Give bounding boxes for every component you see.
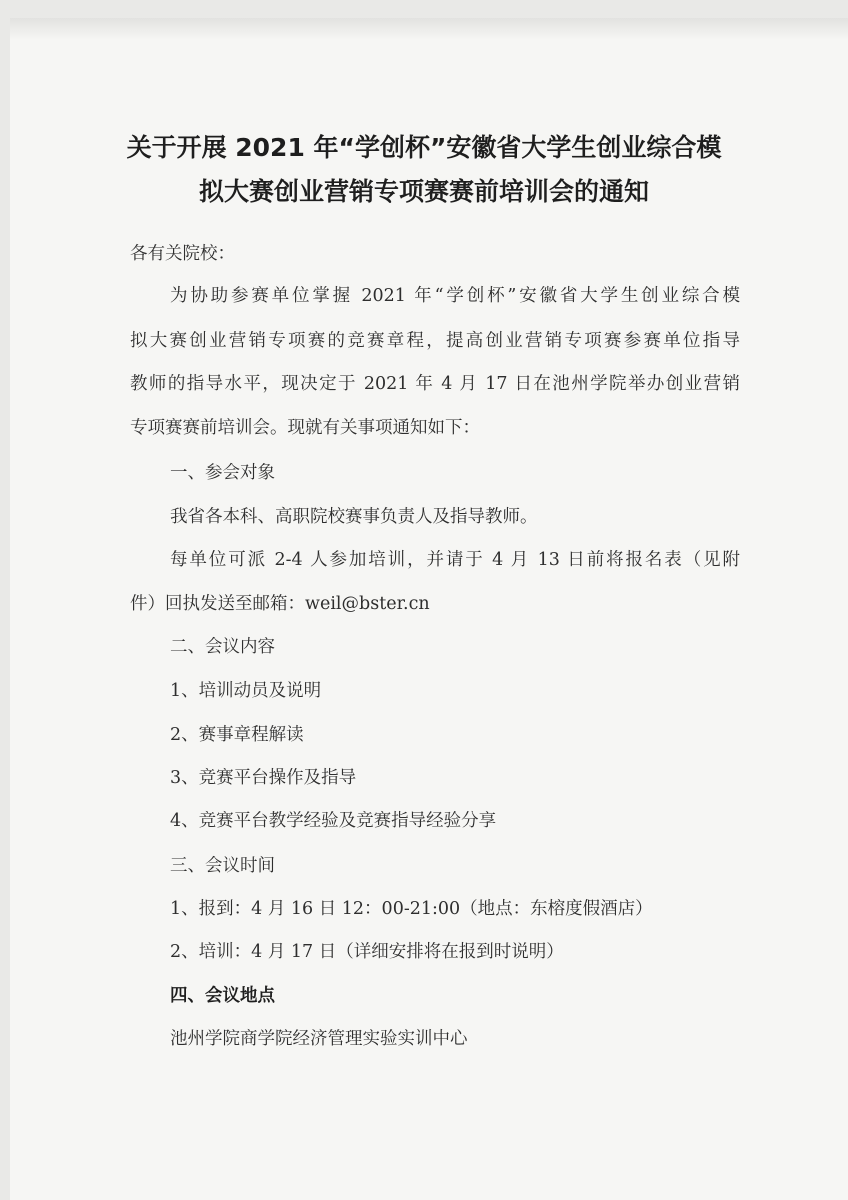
list-item: 1、培训动员及说明: [170, 681, 322, 701]
section-3-heading: 三、会议时间: [170, 856, 275, 876]
page-top-shadow: [10, 18, 848, 40]
section-1-heading: 一、参会对象: [170, 463, 275, 483]
section-1-para-1: 我省各本科、高职院校赛事负责人及指导教师。: [170, 507, 538, 527]
section-4-heading: 四、会议地点: [170, 986, 275, 1006]
list-item: 2、赛事章程解读: [170, 725, 304, 745]
section-4-text: 池州学院商学院经济管理实验实训中心: [170, 1029, 468, 1049]
section-2-heading: 二、会议内容: [170, 637, 275, 657]
salutation: 各有关院校：: [130, 244, 235, 264]
section-1-para-2-line-2: 件）回执发送至邮箱：weil@bster.cn: [130, 594, 430, 614]
list-item: 4、竞赛平台教学经验及竞赛指导经验分享: [170, 811, 497, 831]
intro-line-1: 为协助参赛单位掌握 2021 年“学创杯”安徽省大学生创业综合模: [170, 286, 740, 306]
list-item: 2、培训：4 月 17 日（详细安排将在报到时说明）: [170, 942, 564, 962]
intro-line-4: 专项赛赛前培训会。现就有关事项通知如下：: [130, 418, 480, 438]
title-line-1: 关于开展 2021 年“学创杯”安徽省大学生创业综合模: [126, 133, 722, 162]
intro-line-3: 教师的指导水平，现决定于 2021 年 4 月 17 日在池州学院举办创业营销: [130, 374, 740, 394]
list-item: 3、竞赛平台操作及指导: [170, 768, 357, 788]
section-1-para-2-line-1: 每单位可派 2-4 人参加培训，并请于 4 月 13 日前将报名表（见附: [170, 550, 740, 570]
list-item: 1、报到：4 月 16 日 12：00-21:00（地点：东榕度假酒店）: [170, 899, 653, 919]
title-line-2: 拟大赛创业营销专项赛赛前培训会的通知: [198, 177, 649, 206]
intro-line-2: 拟大赛创业营销专项赛的竞赛章程，提高创业营销专项赛参赛单位指导: [130, 331, 740, 351]
